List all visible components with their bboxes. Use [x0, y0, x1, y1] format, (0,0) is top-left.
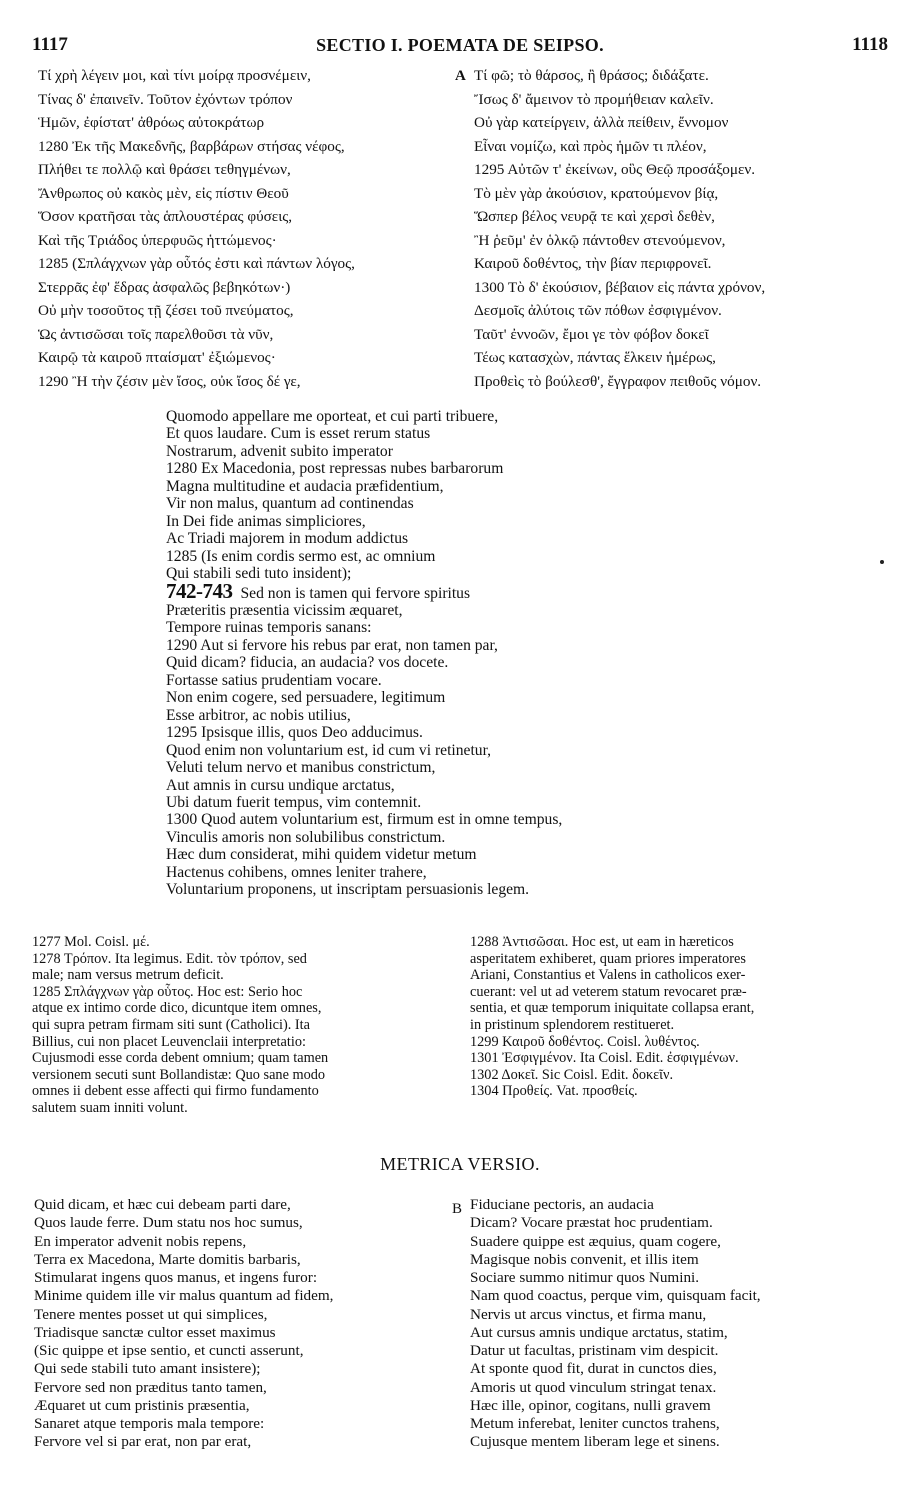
latin-line [166, 637, 806, 654]
greek-verse-line: Ἡμῶν, ἐφίστατ' ἀθρόως αὐτοκράτωρ [38, 114, 265, 131]
latin-line-text: Hæc dum considerat, mihi quidem videtur metum [166, 846, 477, 864]
metrical-version-left-column [34, 1196, 454, 1452]
greek-verse-line: Στερρᾶς ἐφ' ἕδρας ἀσφαλῶς βεβηκότων·) [38, 278, 291, 296]
greek-verse-line: Πλήθει τε πολλῷ καὶ θράσει τεθηγμένων, [38, 161, 291, 178]
footnote-line: in pristinum splendorem restitueret. [470, 1016, 675, 1033]
footnote-line: Ariani, Constantius et Valens in catholicos exer- [470, 967, 746, 984]
latin-line-text: Quod enim non voluntarium est, id cum vi retinetur, [166, 741, 492, 759]
latin-line [166, 742, 806, 759]
metrical-verse-line: Triadisque sanctæ cultor esset maximus [34, 1323, 276, 1341]
latin-line-text: Vir non malus, quantum ad continendas [166, 495, 414, 513]
greek-verse-line: Τέως κατασχὼν, πάντας ἕλκειν ἡμέρως, [474, 349, 716, 366]
greek-verse-line: 1285 (Σπλάγχνων γὰρ οὗτός ἐστι καὶ πάντων λόγος, [38, 255, 355, 272]
latin-line [166, 724, 806, 741]
latin-line [166, 602, 806, 619]
footnote-line: versionem secuti sunt Bollandistæ: Quo sane modo [32, 1066, 326, 1083]
greek-verse-line: Δεσμοῖς ἀλύτοις τῶν πόθων ἐσφιγμένον. [474, 302, 722, 319]
latin-line-text: Voluntarium proponens, ut inscriptam persuasionis legem. [166, 881, 530, 899]
latin-line-text: 1300 Quod autem voluntarium est, firmum est in omne tempus, [166, 811, 563, 829]
latin-line-text: In Dei fide animas simpliciores, [166, 512, 366, 530]
greek-verse-line: Καιρῷ τὰ καιροῦ πταίσματ' ἐξιώμενος· [38, 349, 276, 366]
greek-verse-line: Καὶ τῆς Τριάδος ὑπερφυῶς ἡττώμενος· [38, 231, 277, 249]
latin-line-text: Fortasse satius prudentiam vocare. [166, 671, 382, 689]
metrical-verse-line: En imperator advenit nobis repens, [34, 1232, 247, 1250]
greek-verse-line: Ἴσως δ' ἄμεινον τὸ προμήθειαν καλεῖν. [474, 90, 714, 108]
metrical-verse-line: Quos laude ferre. Dum statu nos hoc sumus, [34, 1214, 303, 1232]
latin-line [166, 565, 806, 582]
latin-line-text: Ubi datum fuerit tempus, vim contemnit. [166, 793, 422, 811]
metrical-verse-line: (Sic quippe et ipse sentio, et cuncti asserunt, [34, 1342, 304, 1359]
latin-line [166, 425, 806, 442]
greek-verse-line: Καιροῦ δοθέντος, τὴν βίαν περιφρονεῖ. [474, 255, 712, 272]
footnote-line: 1278 Τρόπον. Ita legimus. Edit. τὸν τρόπον, sed [32, 950, 307, 967]
latin-line [166, 530, 806, 547]
footnote-line: 1285 Σπλάγχνων γὰρ οὗτος. Hoc est: Serio hoc [32, 983, 303, 1000]
latin-line-text: Qui stabili sedi tuto insident); [166, 565, 352, 583]
latin-line [166, 689, 806, 706]
greek-text-left-column [38, 64, 448, 393]
greek-text-right-column [474, 64, 894, 393]
latin-line-text: 1295 Ipsisque illis, quos Deo adducimus. [166, 724, 423, 742]
metrica-versio-title: METRICA VERSIO. [380, 1154, 540, 1174]
latin-line-text: Tempore ruinas temporis sanans: [166, 619, 372, 637]
metrical-verse-line: Æquaret ut cum pristinis præsentia, [34, 1396, 250, 1414]
latin-line-text: 1285 (Is enim cordis sermo est, ac omnium [166, 547, 436, 565]
latin-line [166, 881, 806, 898]
footnote-line: 1288 Ἀντισῶσαι. Hoc est, ut eam in hæreticos [470, 934, 734, 950]
metrical-verse-line: Fiduciane pectoris, an audacia [470, 1196, 654, 1213]
metrical-version-right-column [470, 1196, 890, 1452]
latin-line-text: 1280 Ex Macedonia, post repressas nubes barbarorum [166, 460, 504, 478]
latin-line [166, 707, 806, 724]
footnote-line: qui supra petram firmam siti sunt (Catholici). Ita [32, 1016, 310, 1033]
latin-line-text: Quomodo appellare me oporteat, et cui parti tribuere, [166, 408, 499, 425]
footnote-line: omnes ii debent esse affecti qui firmo fundamento [32, 1083, 319, 1100]
greek-verse-line: 1295 Αὐτῶν τ' ἐκείνων, οὓς Θεῷ προσάξομεν. [474, 161, 756, 178]
latin-line [166, 672, 806, 689]
metrical-verse-line: Fervore sed non præditus tanto tamen, [34, 1378, 267, 1396]
metrical-verse-line: Minime quidem ille vir malus quantum ad fidem, [34, 1287, 334, 1305]
greek-verse-line: Ταῦτ' ἐννοῶν, ἔμοι γε τὸν φόβον δοκεῖ [474, 325, 709, 343]
latin-line-text: Aut amnis in cursu undique arctatus, [166, 776, 395, 794]
stray-mark [880, 560, 884, 564]
footnote-line: asperitatem exhiberet, quam priores imperatores [470, 950, 746, 967]
footnotes-left-column [32, 934, 448, 1117]
greek-verse-line: Ὅσον κρατῆσαι τὰς ἁπλουστέρας φύσεις, [38, 208, 293, 225]
latin-line-text: Veluti telum nervo et manibus constrictum, [166, 759, 436, 777]
footnote-line: atque ex intimo corde dico, dicuntque item omnes, [32, 1000, 322, 1017]
greek-verse-line: Ἄνθρωπος οὐ κακὸς μὲν, εἰς πίστιν Θεοῦ [38, 184, 289, 202]
greek-verse-line: Τίνας δ' ἐπαινεῖν. Τοῦτον ἐχόντων τρόπον [38, 90, 293, 108]
latin-translation [166, 408, 806, 899]
latin-line [166, 811, 806, 828]
latin-line [166, 846, 806, 863]
metrical-verse-line: Fervore vel si par erat, non par erat, [34, 1433, 252, 1451]
greek-verse-line: Ὡς ἀντισῶσαι τοῖς παρελθοῦσι τὰ νῦν, [38, 325, 274, 343]
latin-line [166, 794, 806, 811]
latin-line [166, 443, 806, 460]
greek-verse-line: 1300 Τὸ δ' ἑκούσιον, βέβαιον εἰς πάντα χρόνον, [474, 278, 766, 296]
latin-line [166, 759, 806, 776]
greek-verse-line: Τὸ μὲν γὰρ ἀκούσιον, κρατούμενον βίᾳ, [474, 184, 719, 202]
running-header [32, 34, 888, 56]
latin-line-text: Quid dicam? fiducia, an audacia? vos docete. [166, 654, 449, 672]
metrical-verse-line: Nam quod coactus, perque vim, quisquam facit, [470, 1287, 761, 1305]
footnote-line: Billius, cui non placet Leuvenclaii interpretatio: [32, 1033, 306, 1050]
metrical-verse-line: At sponte quod fit, durat in cunctos dies, [470, 1360, 717, 1378]
latin-line-text: 1290 Aut si fervore his rebus par erat, non tamen par, [166, 636, 498, 654]
greek-verse-line: Οὐ γὰρ κατείργειν, ἀλλὰ πείθειν, ἔννομον [474, 114, 729, 131]
latin-line [166, 829, 806, 846]
left-page-number: 1117 [32, 34, 68, 55]
metrical-verse-line: Suadere quippe est æquius, quam cogere, [470, 1232, 721, 1250]
latin-line [166, 478, 806, 495]
column-marker-a: A [455, 68, 466, 84]
latin-line-text: Sed non is tamen qui fervore spiritus [240, 584, 471, 602]
latin-line [166, 548, 806, 565]
right-page-number: 1118 [852, 34, 888, 55]
latin-line [166, 460, 806, 477]
section-heading: SECTIO I. POEMATA DE SEIPSO. [316, 35, 604, 55]
latin-line-text: Nostrarum, advenit subito imperator [166, 442, 393, 460]
greek-verse-line: Προθεὶς τὸ βούλεσθ', ἔγγραφον πειθοῦς νόμον. [474, 372, 762, 390]
latin-line [166, 864, 806, 881]
footnotes-right-column [470, 934, 886, 1100]
metrical-verse-line: Aut cursus amnis undique arctatus, statim, [470, 1323, 728, 1341]
greek-verse-line: Εἶναι νομίζω, καὶ πρὸς ἡμῶν τι πλέον, [474, 137, 707, 155]
metrical-verse-line: Dicam? Vocare præstat hoc prudentiam. [470, 1214, 713, 1232]
latin-line [166, 619, 806, 636]
latin-line-text: Et quos laudare. Cum is esset rerum status [166, 425, 431, 443]
latin-line [166, 408, 806, 425]
latin-line [166, 578, 806, 603]
metrical-verse-line: Magisque nobis convenit, et illis item [470, 1250, 699, 1268]
latin-line [166, 513, 806, 530]
latin-line-text: Ac Triadi majorem in modum addictus [166, 530, 409, 548]
greek-verse-line: Ὥσπερ βέλος νευρᾷ τε καὶ χερσὶ δεθὲν, [474, 208, 715, 225]
metrical-verse-line: Metum inferebat, leniter cunctos trahens, [470, 1415, 720, 1432]
metrical-verse-line: Datur ut facultas, pristinam vim despicit. [470, 1342, 719, 1359]
footnote-line: salutem suam inniti volunt. [32, 1099, 188, 1116]
greek-verse-line: 1290 Ἢ τὴν ζέσιν μὲν ἴσος, οὐκ ἴσος δέ γε, [38, 372, 301, 390]
latin-line [166, 777, 806, 794]
metrical-verse-line: Hæc ille, opinor, cogitans, nulli gravem [470, 1396, 711, 1414]
footnote-line: male; nam versus metrum deficit. [32, 967, 224, 984]
greek-verse-line: 1280 Ἐκ τῆς Μακεδνῆς, βαρβάρων στήσας νέφος, [38, 137, 345, 155]
column-marker-b: B [452, 1201, 463, 1217]
footnote-line: 1301 Ἐσφιγμένον. Ita Coisl. Edit. ἐσφιγμένων. [470, 1050, 739, 1067]
latin-line-text: Esse arbitror, ac nobis utilius, [166, 706, 351, 724]
metrical-verse-line: Stimularat ingens quos manus, et ingens furor: [34, 1269, 318, 1286]
metrical-verse-line: Amoris ut quod vinculum stringat tenax. [470, 1378, 717, 1396]
metrical-verse-line: Sociare summo nitimur quos Numini. [470, 1269, 700, 1286]
latin-line-text: Præteritis præsentia vicissim æquaret, [166, 601, 403, 619]
latin-line [166, 654, 806, 671]
footnote-line: 1304 Προθείς. Vat. προσθείς. [470, 1083, 638, 1100]
latin-line [166, 495, 806, 512]
footnote-line: 1302 Δοκεῖ. Sic Coisl. Edit. δοκεῖν. [470, 1066, 674, 1083]
greek-verse-line: Ἢ ῥεῦμ' ἐν ὁλκῷ πάντοθεν στενούμενον, [474, 231, 726, 249]
footnote-line: 1277 Mol. Coisl. μέ. [32, 934, 150, 950]
greek-verse-line: Οὐ μὴν τοσοῦτος τῇ ζέσει τοῦ πνεύματος, [38, 302, 294, 319]
metrical-verse-line: Qui sede stabili tuto amant insistere); [34, 1360, 261, 1378]
footnote-line: 1299 Καιροῦ δοθέντος. Coisl. λυθέντος. [470, 1033, 700, 1050]
footnote-line: sentia, et quæ temporum iniquitate collapsa erant, [470, 1000, 755, 1017]
latin-line-text: Non enim cogere, sed persuadere, legitimum [166, 689, 446, 707]
column-reference: 742-743 [166, 578, 233, 603]
metrical-verse-line: Sanaret atque temporis mala tempore: [34, 1415, 265, 1432]
metrical-verse-line: Cujusque mentem liberam lege et sinens. [470, 1433, 720, 1451]
footnote-line: cuerant: vel ut ad veterem statum revocaret præ- [470, 983, 747, 1000]
metrical-verse-line: Quid dicam, et hæc cui debeam parti dare, [34, 1196, 291, 1213]
latin-line-text: Magna multitudine et audacia præfidentium, [166, 477, 444, 495]
greek-verse-line: Τί χρὴ λέγειν μοι, καὶ τίνι μοίρᾳ προσνέμειν, [38, 67, 311, 84]
metrical-verse-line: Tenere mentes posset ut qui simplices, [34, 1305, 268, 1323]
latin-line-text: Vinculis amoris non solubilibus constrictum. [166, 828, 446, 846]
footnote-line: Cujusmodi esse corda debent omnium; quam tamen [32, 1050, 329, 1067]
greek-verse-line: Τί φῶ; τὸ θάρσος, ἢ θράσος; διδάξατε. [474, 67, 709, 84]
metrical-verse-line: Terra ex Macedona, Marte domitis barbaris, [34, 1250, 301, 1268]
latin-line-text: Hactenus cohibens, omnes leniter trahere, [166, 863, 427, 881]
metrical-verse-line: Nervis ut arcus vinctus, et firma manu, [470, 1305, 707, 1323]
